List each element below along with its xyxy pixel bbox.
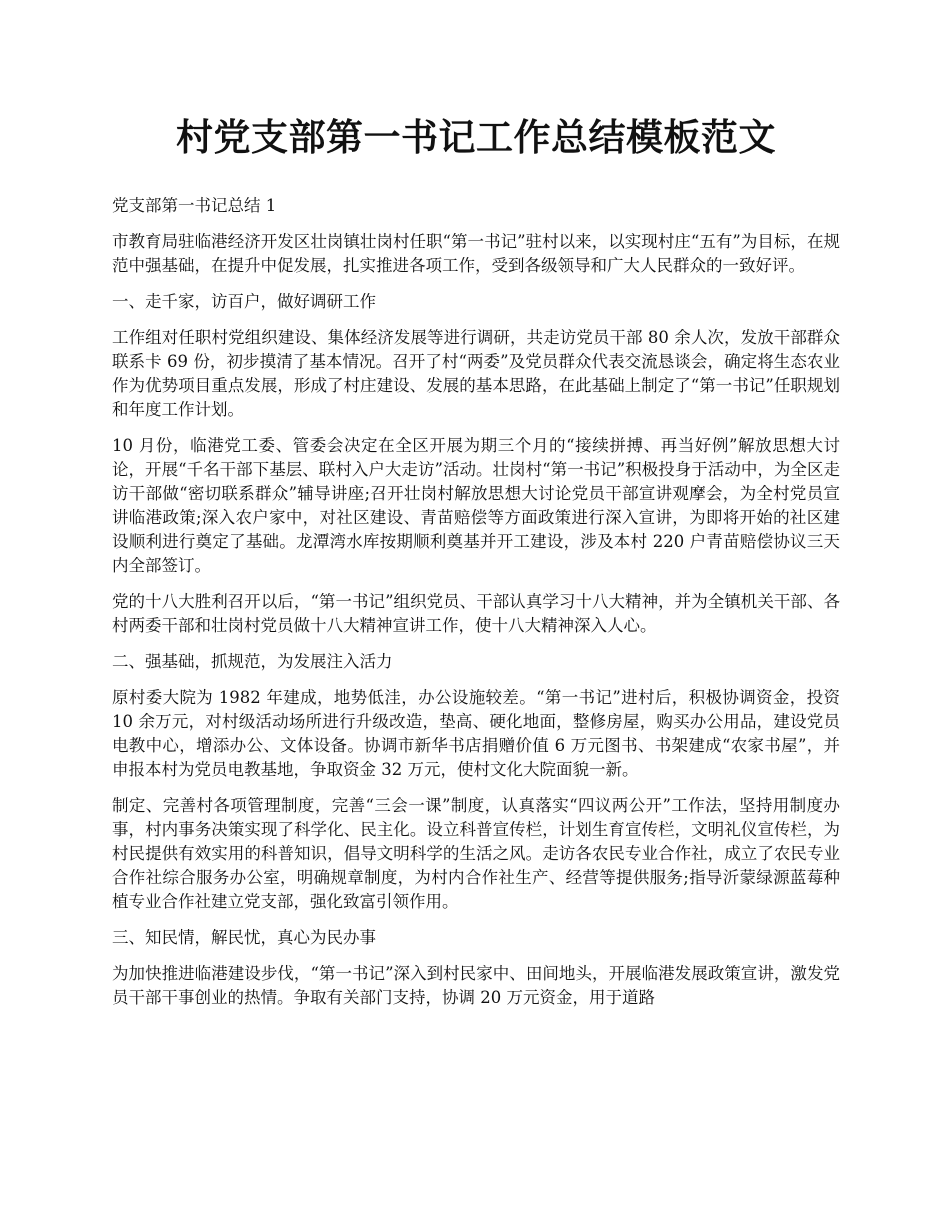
body-paragraph: 党的十八大胜利召开以后，“第一书记”组织党员、干部认真学习十八大精神，并为全镇机关干部、各村两委干部和壮岗村党员做十八大精神宣讲工作，使十八大精神深入人心。 — [112, 592, 840, 635]
body-paragraph: 市教育局驻临港经济开发区壮岗镇壮岗村任职“第一书记”驻村以来，以实现村庄“五有”为目标，在规范中强基础，在提升中促发展，扎实推进各项工作，受到各级领导和广大人民群众的一致好评。 — [112, 232, 840, 275]
document-page — [112, 108, 840, 1022]
body-paragraph: 为加快推进临港建设步伐，“第一书记”深入到村民家中、田间地头，开展临港发展政策宣讲，激发党员干部干事创业的热情。争取有关部门支持，协调 20 万元资金，用于道路 — [112, 964, 840, 1007]
body-paragraph: 制定、完善村各项管理制度，完善“三会一课”制度，认真落实“四议两公开”工作法，坚持用制度办事，村内事务决策实现了科学化、民主化。设立科普宣传栏，计划生育宣传栏，文明礼仪宣传栏，为村民提供有效实用的科普知识，倡导文明科学的生活之风。走访各农民专业合作社，成立了农民专业合作社综合服务办公室，明确规章制度，为村内合作社生产、经营等提供服务;指导沂蒙绿源蓝莓种植专业合作社建立党支部，强化致富引领作用。 — [112, 796, 840, 911]
section-heading: 三、知民情，解民忧，真心为民办事 — [112, 928, 376, 947]
body-paragraph: 10 月份，临港党工委、管委会决定在全区开展为期三个月的“接续拼搏、再当好例”解放思想大讨论，开展“千名干部下基层、联村入户大走访”活动。壮岗村“第一书记”积极投身于活动中，为全区走访干部做“密切联系群众”辅导讲座;召开壮岗村解放思想大讨论党员干部宣讲观摩会，为全村党员宣讲临港政策;深入农户家中，对社区建设、青苗赔偿等方面政策进行深入宣讲，为即将开始的社区建设顺利进行奠定了基础。龙潭湾水库按期顺利奠基并开工建设，涉及本村 220 户青苗赔偿协议三天内全部签订。 — [112, 436, 840, 575]
section-heading: 二、强基础，抓规范，为发展注入活力 — [112, 652, 393, 671]
body-paragraph: 工作组对任职村党组织建设、集体经济发展等进行调研，共走访党员干部 80 余人次，发放干部群众联系卡 69 份，初步摸清了基本情况。召开了村“两委”及党员群众代表交流恳谈会，确定将生态农业作为优势项目重点发展，形成了村庄建设、发展的基本思路，在此基础上制定了“第一书记”任职规划和年度工作计划。 — [112, 328, 840, 419]
body-paragraph: 原村委大院为 1982 年建成，地势低洼，办公设施较差。“第一书记”进村后，积极协调资金，投资 10 余万元，对村级活动场所进行升级改造，垫高、硬化地面，整修房屋，购买办公用品，建设党员电教中心，增添办公、文体设备。协调市新华书店捐赠价值 6 万元图书、书架建成“农家书屋”，并申报本村为党员电教基地，争取资金 32 万元，使村文化大院面貌一新。 — [112, 688, 840, 779]
section-subtitle: 党支部第一书记总结 1 — [112, 196, 277, 215]
document-title: 村党支部第一书记工作总结模板范文 — [176, 115, 776, 159]
section-heading: 一、走千家，访百户，做好调研工作 — [112, 292, 376, 311]
